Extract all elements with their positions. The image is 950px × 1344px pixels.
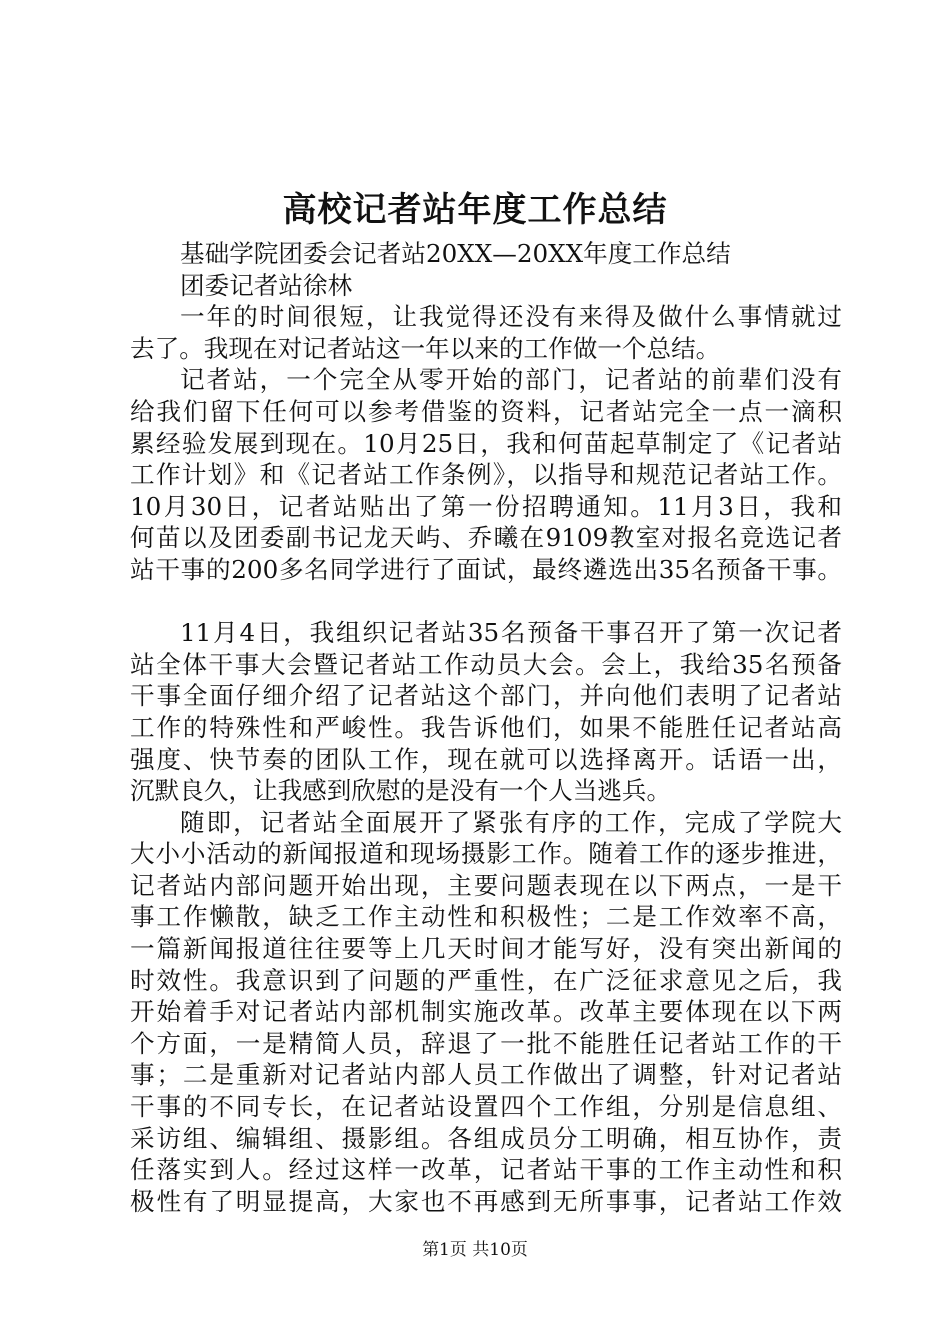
- paragraph-line: 记者站，一个完全从零开始的部门，记者站的前辈们没有: [180, 365, 842, 395]
- paragraph-line: 开始着手对记者站内部机制实施改革。改革主要体现在以下两: [130, 997, 842, 1027]
- paragraph-line: 随即，记者站全面展开了紧张有序的工作，完成了学院大: [180, 807, 842, 837]
- document-title: 高校记者站年度工作总结: [282, 190, 668, 230]
- paragraph-line: 干事的不同专长，在记者站设置四个工作组，分别是信息组、: [130, 1092, 842, 1122]
- subtitle-line: 基础学院团委会记者站20XX—20XX年度工作总结: [180, 239, 731, 268]
- paragraph-line: 时效性。我意识到了问题的严重性，在广泛征求意见之后，我: [130, 965, 842, 995]
- paragraph-line: 累经验发展到现在。10月25日，我和何苗起草制定了《记者站: [130, 428, 842, 458]
- paragraph-line: 11月4日，我组织记者站35名预备干事召开了第一次记者: [180, 618, 842, 648]
- page-number-footer: 第1页 共10页: [422, 1240, 528, 1260]
- paragraph-line: 采访组、编辑组、摄影组。各组成员分工明确，相互协作，责: [130, 1123, 842, 1153]
- paragraph-line: 站全体干事大会暨记者站工作动员大会。会上，我给35名预备: [130, 649, 842, 679]
- paragraph-line: 极性有了明显提高，大家也不再感到无所事事，记者站工作效: [130, 1186, 842, 1216]
- paragraph-line: 事；二是重新对记者站内部人员工作做出了调整，针对记者站: [130, 1060, 842, 1090]
- paragraph-line: 一年的时间很短，让我觉得还没有来得及做什么事情就过: [180, 302, 842, 332]
- paragraph-line: 10月30日，记者站贴出了第一份招聘通知。11月3日，我和: [130, 491, 842, 521]
- paragraph-line: 沉默良久，让我感到欣慰的是没有一个人当逃兵。: [130, 776, 672, 806]
- paragraph-line: 大小小活动的新闻报道和现场摄影工作。随着工作的逐步推进，: [130, 839, 842, 869]
- paragraph-line: 去了。我现在对记者站这一年以来的工作做一个总结。: [130, 333, 721, 363]
- paragraph-line: 事工作懒散，缺乏工作主动性和积极性；二是工作效率不高，: [130, 902, 842, 932]
- paragraph-line: 记者站内部问题开始出现，主要问题表现在以下两点，一是干: [130, 870, 842, 900]
- paragraph-line: 工作计划》和《记者站工作条例》，以指导和规范记者站工作。: [130, 460, 842, 490]
- paragraph-line: 工作的特殊性和严峻性。我告诉他们，如果不能胜任记者站高: [130, 712, 842, 742]
- paragraph-line: 一篇新闻报道往往要等上几天时间才能写好，没有突出新闻的: [130, 934, 842, 964]
- paragraph-line: 干事全面仔细介绍了记者站这个部门，并向他们表明了记者站: [130, 681, 842, 711]
- paragraph-line: 站干事的200多名同学进行了面试，最终遴选出35名预备干事。: [130, 554, 842, 584]
- paragraph-line: 个方面，一是精简人员，辞退了一批不能胜任记者站工作的干: [130, 1028, 842, 1058]
- paragraph-gap: [130, 586, 842, 618]
- document-body: [130, 238, 842, 1217]
- author-line: 团委记者站徐林: [180, 270, 353, 300]
- paragraph-line: 强度、快节奏的团队工作，现在就可以选择离开。话语一出，: [130, 744, 842, 774]
- paragraph-line: 任落实到人。经过这样一改革，记者站干事的工作主动性和积: [130, 1155, 842, 1185]
- paragraph-line: 给我们留下任何可以参考借鉴的资料，记者站完全一点一滴积: [130, 396, 842, 426]
- paragraph-line: 何苗以及团委副书记龙天屿、乔曦在9109教室对报名竞选记者: [130, 523, 842, 553]
